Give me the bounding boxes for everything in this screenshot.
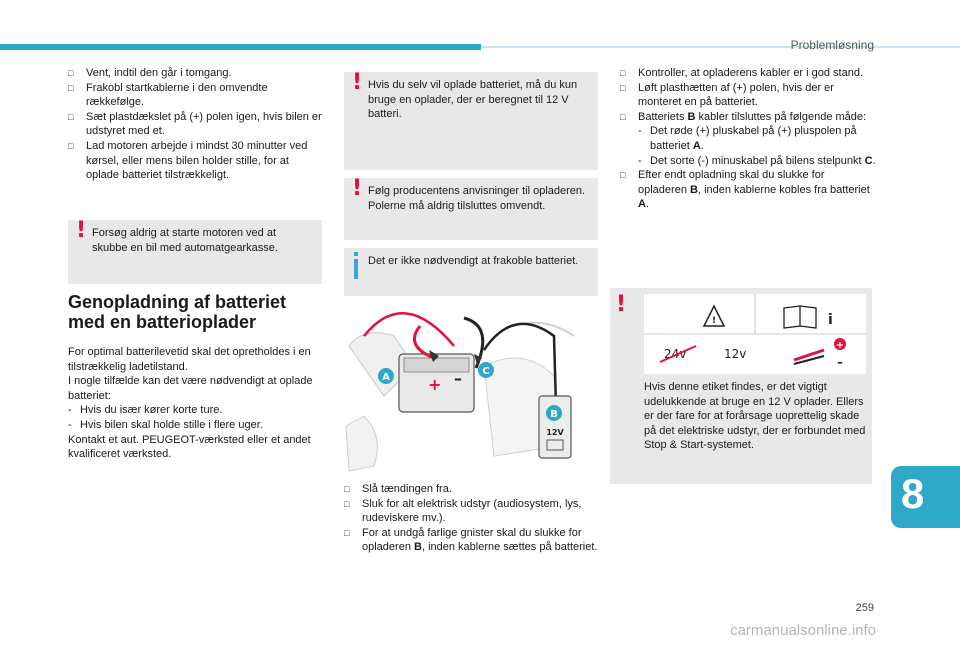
list-item: - Det sorte (-) minuskabel på bilens stelpunkt C. [638, 154, 876, 167]
list-item: □ Batteriets B kabler tilsluttes på følgende måde: [620, 110, 867, 123]
list-item: □ Frakobl startkablerne i den omvendte rækkefølge. [68, 81, 268, 109]
warning-box-polarity: ! Følg producentens anvisninger til opladeren. Polerne må aldrig tilsluttes omvendt. [344, 178, 598, 240]
svg-text:12v: 12v [724, 347, 747, 361]
list-item: - Hvis bilen skal holde stille i flere uger. [68, 418, 263, 431]
exclamation-icon: ! [76, 218, 87, 243]
section-title: Problemløsning [790, 38, 874, 52]
checkbox-bullet-icon: □ [68, 68, 74, 78]
list-item: □ Sluk for alt elektrisk udstyr (audiosystem, lys, rudeviskere mv.). [344, 497, 582, 525]
header-rule [481, 46, 960, 48]
checkbox-bullet-icon: □ [68, 140, 74, 151]
section-heading: Genopladning af batteriet med en batterioplader [68, 292, 287, 332]
checkbox-bullet-icon: □ [68, 111, 74, 122]
svg-text:B: B [550, 409, 558, 420]
svg-text:A: A [382, 372, 390, 383]
checkbox-bullet-icon: □ [68, 82, 74, 93]
svg-text:!: ! [711, 316, 717, 326]
list-item: - Hvis du især kører korte ture. [68, 404, 223, 417]
svg-text:12V: 12V [546, 428, 564, 437]
watermark: carmanualsonline.info [730, 622, 876, 639]
checkbox-bullet-icon: □ [620, 111, 626, 122]
svg-text:–: – [837, 355, 843, 369]
checkbox-bullet-icon: □ [344, 498, 350, 509]
list-item: □ Sæt plastdækslet på (+) polen igen, hvis bilen er udstyret med et. [68, 110, 322, 138]
warning-box-label: ! ! i 24v 12v + – Hvis denne etiket findes, er det vigtigt udelukkende at bruge en 12 V oplader. Ellers er der fare for at forårsage uoprettelig skade på det elektriske udstyr, der er forbundet med Stop & Start-systemet. [610, 288, 872, 484]
info-box-disconnect: Det er ikke nødvendigt at frakoble batteriet. [344, 248, 598, 296]
charger-label-image [644, 294, 866, 374]
svg-text:C: C [482, 366, 490, 377]
list-item: □ Vent, indtil den går i tomgang. [68, 67, 232, 79]
header-accent-bar [0, 44, 481, 50]
column-3 [620, 66, 876, 212]
svg-text:+: + [835, 340, 845, 351]
list-item: □ Løft plasthætten af (+) polen, hvis der er monteret en på batteriet. [620, 81, 834, 109]
svg-text:+: + [428, 375, 442, 394]
column-2-steps [344, 482, 598, 555]
list-item: □ Lad motoren arbejde i mindst 30 minutter ved kørsel, eller mens bilen holder stille, for at oplade batteriet tilstrækkeligt. [68, 139, 308, 182]
list-item: - Det røde (+) pluskabel på (+) pluspolen på batteriet A. [638, 125, 857, 152]
checkbox-bullet-icon: □ [344, 527, 350, 538]
exclamation-icon: ! [352, 176, 363, 201]
page-number: 259 [855, 602, 874, 614]
svg-text:24v: 24v [664, 347, 687, 361]
checkbox-bullet-icon: □ [620, 170, 626, 181]
exclamation-icon: ! [352, 70, 363, 95]
exclamation-icon: ! [616, 292, 627, 317]
svg-text:–: – [454, 369, 462, 388]
chapter-tab: 8 [891, 466, 960, 528]
charging-intro: For optimal batterilevetid skal det opretholdes i en tilstrækkelig ladetilstand. I nogle tilfælde kan det være nødvendigt at oplade batteriet: - Hvis du især kører korte ture. - Hvis bilen skal holde stille i flere uger. Kontakt et aut. PEUGEOT-værksted eller et andet kvalificeret værksted. [68, 345, 324, 462]
checkbox-bullet-icon: □ [620, 82, 626, 93]
warning-box-12v: ! Hvis du selv vil oplade batteriet, må du kun bruge en oplader, der er beregnet til 12 V batteri. [344, 72, 598, 170]
checkbox-bullet-icon: □ [620, 68, 626, 78]
checkbox-bullet-icon: □ [344, 484, 350, 494]
battery-charger-illustration [344, 306, 584, 476]
list-item: □ Slå tændingen fra. [344, 483, 452, 495]
info-icon [354, 252, 358, 280]
warning-box-push-start: ! Forsøg aldrig at starte motoren ved at skubbe en bil med automatgearkasse. [68, 220, 322, 284]
list-item: □ For at undgå farlige gnister skal du slukke for opladeren B, inden kablerne sættes på batteriet. [344, 526, 598, 554]
list-item: □ Kontroller, at opladerens kabler er i god stand. [620, 67, 864, 79]
svg-text:i: i [828, 312, 833, 328]
column-1 [68, 66, 324, 183]
list-item: □ Efter endt opladning skal du slukke for opladeren B, inden kablerne kobles fra batteriet A. [620, 169, 870, 211]
